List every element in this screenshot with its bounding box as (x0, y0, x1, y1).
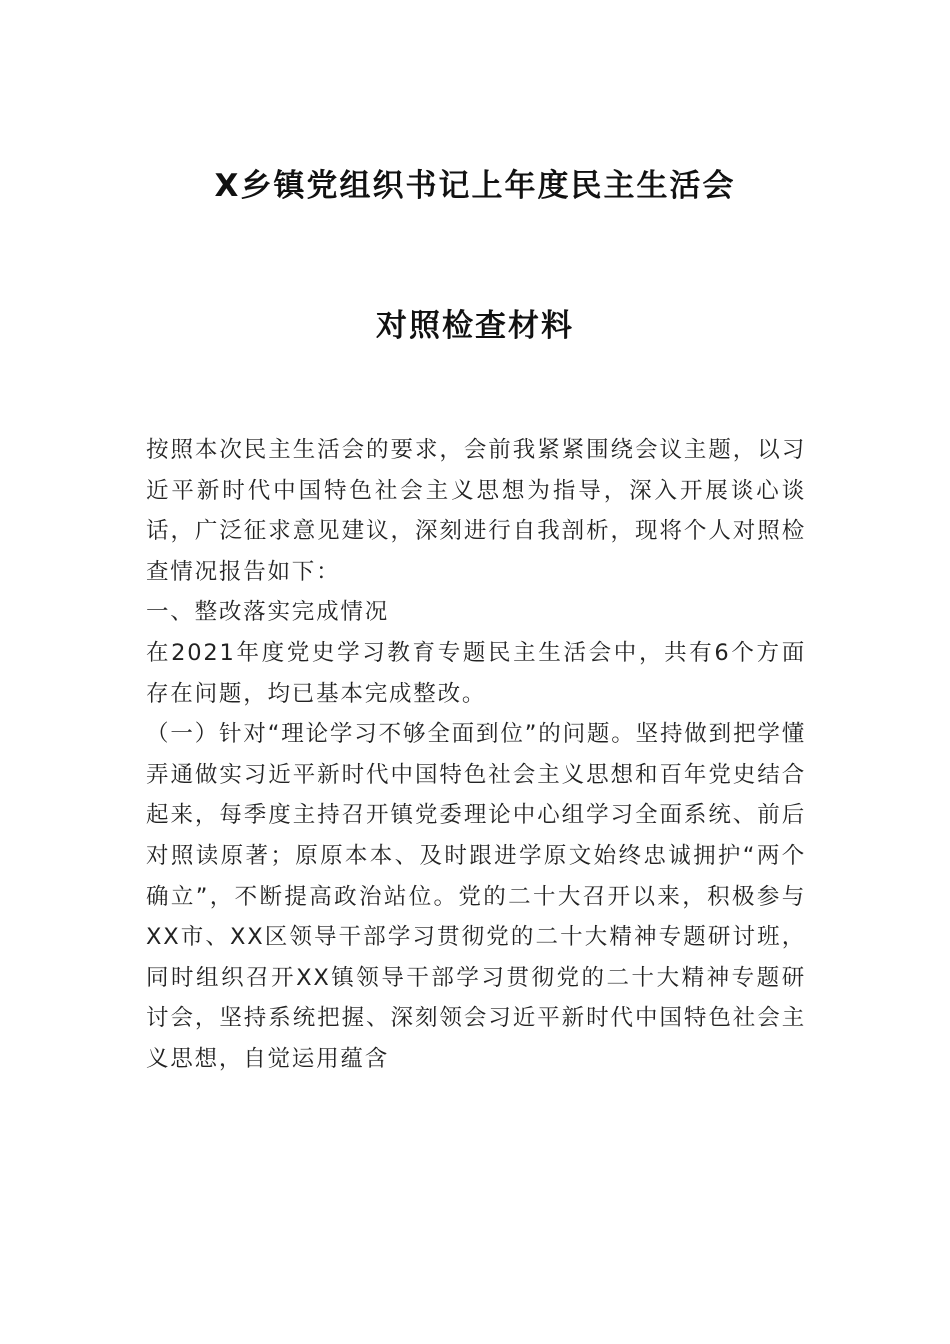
paragraph-item-1: （一）针对“理论学习不够全面到位”的问题。坚持做到把学懂弄通做实习近平新时代中国特色社会主义思想和百年党史结合起来，每季度主持召开镇党委理论中心组学习全面系统、前后对照读原著；原原本本、及时跟进学原文始终忠诚拥护“两个确立”，不断提高政治站位。党的二十大召开以来，积极参与XX市、XX区领导干部学习贯彻党的二十大精神专题研讨班，同时组织召开XX镇领导干部学习贯彻党的二十大精神专题研讨会，坚持系统把握、深刻领会习近平新时代中国特色社会主义思想，自觉运用蕴含 (146, 721, 806, 1072)
document-title-line-2: 对照检查材料 (376, 308, 574, 344)
section-heading-1: 一、整改落实完成情况 (146, 599, 390, 626)
document-title-line-1: X乡镇党组织书记上年度民主生活会 (214, 168, 736, 204)
document-body (146, 430, 806, 1080)
paragraph-summary: 在2021年度党史学习教育专题民主生活会中，共有6个方面存在问题，均已基本完成整改。 (146, 639, 806, 707)
paragraph-intro: 按照本次民主生活会的要求，会前我紧紧围绕会议主题，以习近平新时代中国特色社会主义思想为指导，深入开展谈心谈话，广泛征求意见建议，深刻进行自我剖析，现将个人对照检查情况报告如下： (146, 437, 806, 585)
